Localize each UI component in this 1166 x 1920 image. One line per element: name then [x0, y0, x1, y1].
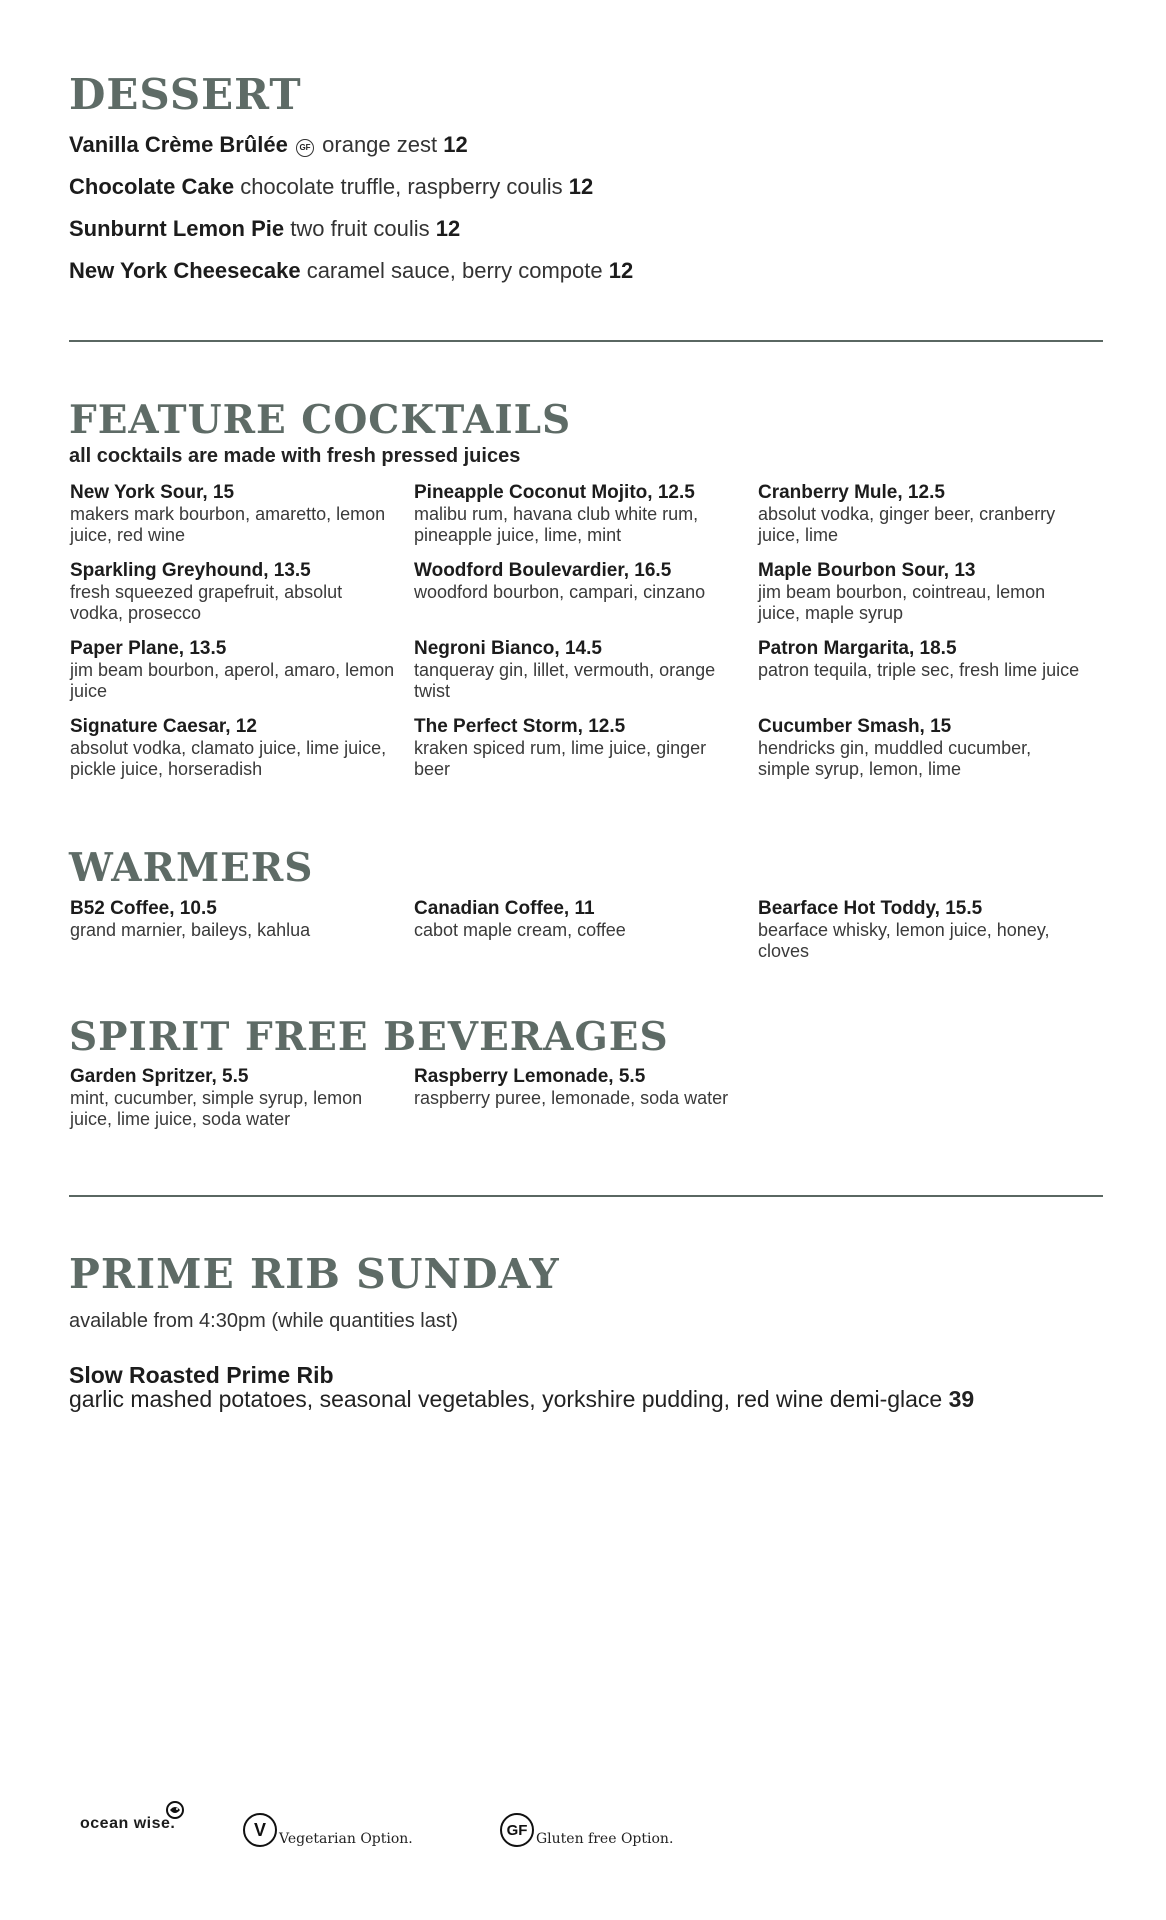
vegetarian-label: Vegetarian Option. — [279, 1831, 413, 1847]
cocktail-desc: makers mark bourbon, amaretto, lemon juice, red wine — [70, 504, 386, 545]
dessert-item — [69, 172, 633, 202]
cocktail-item — [70, 560, 414, 624]
cocktail-name: Patron Margarita, 18.5 — [758, 638, 957, 659]
vegetarian-icon: V — [243, 1813, 277, 1847]
cocktails-grid — [70, 482, 1102, 780]
cocktail-desc: tanqueray gin, lillet, vermouth, orange twist — [414, 660, 716, 701]
cocktails-subtitle: all cocktails are made with fresh pressed juices — [69, 445, 521, 467]
prime-rib-item — [69, 1363, 974, 1411]
prime-rib-note: available from 4:30pm (while quantities last) — [69, 1310, 459, 1332]
warmers-heading: WARMERS — [69, 845, 314, 891]
dessert-list — [69, 130, 633, 298]
dessert-item-price: 12 — [608, 258, 634, 283]
gluten-free-icon: GF — [296, 139, 314, 157]
spirit-free-name: Garden Spritzer, 5.5 — [70, 1066, 249, 1087]
cocktail-item — [758, 482, 1102, 546]
cocktail-name: Cranberry Mule, 12.5 — [758, 482, 945, 503]
cocktail-desc: jim beam bourbon, cointreau, lemon juice, maple syrup — [758, 582, 1046, 623]
cocktail-name: Sparkling Greyhound, 13.5 — [70, 560, 311, 581]
cocktail-name: Pineapple Coconut Mojito, 12.5 — [414, 482, 695, 503]
cocktail-item — [70, 638, 414, 702]
gluten-free-label: Gluten free Option. — [536, 1831, 674, 1847]
dessert-item-desc: caramel sauce, berry compote — [306, 258, 603, 283]
spirit-free-item — [70, 1066, 414, 1130]
dessert-item-name: Chocolate Cake — [69, 174, 235, 199]
warmer-item — [414, 898, 758, 962]
cocktail-name: Maple Bourbon Sour, 13 — [758, 560, 976, 581]
dessert-item-name: New York Cheesecake — [69, 258, 301, 283]
dessert-item-price: 12 — [568, 174, 594, 199]
cocktail-item — [70, 482, 414, 546]
spirit-free-desc: mint, cucumber, simple syrup, lemon juice, lime juice, soda water — [70, 1088, 363, 1129]
dessert-item-name: Sunburnt Lemon Pie — [69, 216, 285, 241]
dessert-item-name: Vanilla Crème Brûlée — [69, 132, 288, 157]
cocktail-desc: absolut vodka, ginger beer, cranberry juice, lime — [758, 504, 1056, 545]
cocktail-desc: hendricks gin, muddled cucumber, simple syrup, lemon, lime — [758, 738, 1032, 779]
prime-rib-desc: garlic mashed potatoes, seasonal vegetables, yorkshire pudding, red wine demi-glace — [69, 1386, 943, 1412]
cocktail-name: Signature Caesar, 12 — [70, 716, 257, 737]
dessert-heading: DESSERT — [69, 70, 302, 119]
prime-rib-desc-line — [69, 1387, 974, 1411]
cocktail-item — [758, 638, 1102, 702]
cocktail-desc: jim beam bourbon, aperol, amaro, lemon juice — [70, 660, 395, 701]
cocktail-desc: absolut vodka, clamato juice, lime juice, pickle juice, horseradish — [70, 738, 387, 779]
dessert-item-price: 12 — [443, 132, 468, 157]
cocktail-desc: woodford bourbon, campari, cinzano — [414, 582, 706, 602]
dessert-item-desc: chocolate truffle, raspberry coulis — [240, 174, 563, 199]
cocktail-item — [414, 482, 758, 546]
spirit-free-heading: SPIRIT FREE BEVERAGES — [69, 1014, 669, 1060]
section-divider — [69, 1195, 1103, 1197]
cocktail-item — [758, 560, 1102, 624]
dessert-item — [69, 130, 633, 160]
cocktail-name: Paper Plane, 13.5 — [70, 638, 227, 659]
cocktail-name: Negroni Bianco, 14.5 — [414, 638, 602, 659]
warmer-name: Bearface Hot Toddy, 15.5 — [758, 898, 983, 919]
gluten-free-icon: GF — [500, 1813, 534, 1847]
spirit-free-desc: raspberry puree, lemonade, soda water — [414, 1088, 729, 1108]
prime-rib-price: 39 — [948, 1386, 975, 1412]
warmer-desc: cabot maple cream, coffee — [414, 920, 626, 940]
dessert-item-desc: orange zest — [322, 132, 438, 157]
dessert-item-price: 12 — [435, 216, 461, 241]
gluten-free-legend — [500, 1813, 673, 1847]
vegetarian-legend — [243, 1813, 413, 1847]
cocktail-name: New York Sour, 15 — [70, 482, 235, 503]
dessert-item — [69, 256, 633, 286]
cocktail-desc: patron tequila, triple sec, fresh lime juice — [758, 660, 1080, 680]
cocktail-item — [70, 716, 414, 780]
cocktail-name: Woodford Boulevardier, 16.5 — [414, 560, 672, 581]
cocktail-item — [414, 560, 758, 624]
cocktail-item — [758, 716, 1102, 780]
cocktail-item — [414, 716, 758, 780]
warmer-desc: grand marnier, baileys, kahlua — [70, 920, 311, 940]
warmers-grid — [70, 898, 1102, 962]
section-divider — [69, 340, 1103, 342]
warmer-item — [70, 898, 414, 962]
dessert-item-desc: two fruit coulis — [290, 216, 430, 241]
dessert-item — [69, 214, 633, 244]
warmer-desc: bearface whisky, lemon juice, honey, cloves — [758, 920, 1050, 961]
warmer-item — [758, 898, 1102, 962]
spirit-free-grid — [70, 1066, 1102, 1130]
footer-legend — [80, 1805, 880, 1865]
spirit-free-name: Raspberry Lemonade, 5.5 — [414, 1066, 646, 1087]
prime-rib-name: Slow Roasted Prime Rib — [69, 1362, 334, 1388]
warmer-name: B52 Coffee, 10.5 — [70, 898, 217, 919]
spirit-free-item — [414, 1066, 758, 1130]
cocktail-name: The Perfect Storm, 12.5 — [414, 716, 626, 737]
cocktail-item — [414, 638, 758, 702]
prime-rib-heading: PRIME RIB SUNDAY — [69, 1250, 560, 1298]
cocktails-heading: FEATURE COCKTAILS — [69, 397, 572, 443]
ocean-wise-logo: ocean wise. — [80, 1815, 176, 1832]
cocktail-desc: fresh squeezed grapefruit, absolut vodka, prosecco — [70, 582, 343, 623]
warmer-name: Canadian Coffee, 11 — [414, 898, 595, 919]
cocktail-name: Cucumber Smash, 15 — [758, 716, 952, 737]
cocktail-desc: kraken spiced rum, lime juice, ginger beer — [414, 738, 707, 779]
cocktail-desc: malibu rum, havana club white rum, pineapple juice, lime, mint — [414, 504, 699, 545]
